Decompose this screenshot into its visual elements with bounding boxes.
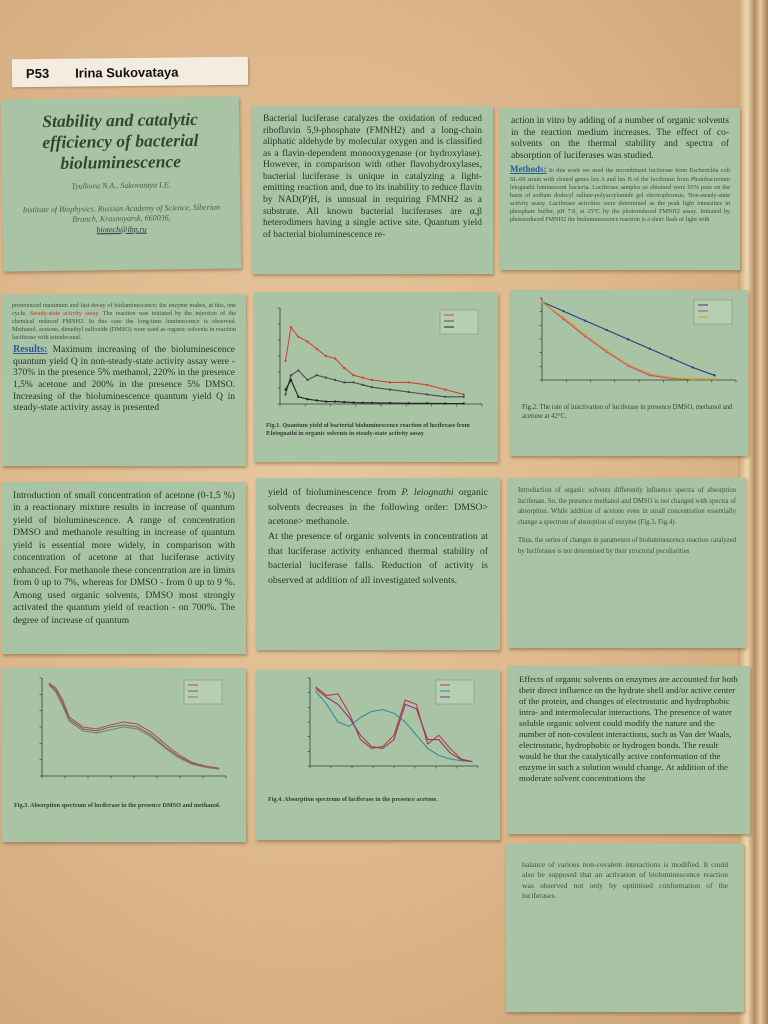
data-point bbox=[541, 301, 543, 303]
poster-institute: Institute of Biophysics, Russian Academy of Science, Siberian Branch, Krasnoyarsk, 660036, bbox=[22, 202, 221, 225]
data-point bbox=[407, 381, 409, 383]
fig2-chart bbox=[510, 290, 748, 396]
series-line-3 bbox=[286, 380, 464, 404]
order-species: P. leiognathi bbox=[401, 487, 454, 498]
data-point bbox=[284, 393, 286, 395]
data-point bbox=[426, 402, 428, 404]
results-text: Maximum increasing of the bioluminescence quantum yield Q in non-steady-state activity assay were - 370% in the presence 5% methanol, 220% in the presence 1,5% acetone and 200% in the presence 5% DMSO. Increasing of the bioluminescence quantum yield Q in steady-state activity assay is presented bbox=[13, 345, 236, 414]
data-point bbox=[692, 378, 694, 380]
methods-intro-text: action in vitro by adding of a number of organic solvents in the reaction medium increases. The effect of co-solvents on the thermal stability and spectra of absorption of luciferases was studied. bbox=[511, 116, 729, 161]
fig4-chart bbox=[256, 670, 500, 786]
spectra-text-2: Thus, the series of changes in parameters of bioluminescence reaction catalyzed by luciferases is not determined by their structural peculiarities bbox=[518, 537, 736, 555]
data-point bbox=[713, 374, 715, 376]
order-text-pre: yield of bioluminescence from bbox=[268, 487, 397, 498]
data-point bbox=[389, 402, 391, 404]
fig3-caption: Fig.3. Absorption spectrum of luciferase in the presence DMSO and methanol. bbox=[14, 802, 221, 809]
data-point bbox=[584, 319, 586, 321]
order-text-post: organic solvents decreases in the following order: DMSO> acetone> methanole. bbox=[268, 487, 488, 528]
spectra-text: Introduction of organic solvents differently influence spectra of absorption luciferase. So, the presence methanol and DMSO is not changed with spectra of absorption. While addition of acetone even in small concentration essentially change a spectrum of absorption of enzyme (Fig.3, Fig.4). bbox=[518, 487, 736, 526]
poster-code: P53 bbox=[25, 65, 50, 81]
methods-text: In this work we used the recombinant luciferase from Escherichia coli SL-60 strain with cloned genes lux A and lux B of the luciferase from Photobacterium leiognathi luminescent bacteria. Luciferase samples so obtained were 95% pure on the basis of sodium dodecyl sulfate-polyacrylamide gel electrophoresis. Non-steady-state activity assay. Luciferase activities were determined as the peak light intensities in phosphate buffer, pH 7.0, at 25°C by the photoreduced FMNH2 assay. Initiated by photoreduced FMNH2 the bioluminescence reaction is a short flash of light with bbox=[510, 167, 730, 224]
data-point bbox=[649, 373, 651, 375]
data-point bbox=[290, 379, 292, 381]
data-point bbox=[562, 310, 564, 312]
data-point bbox=[325, 400, 327, 402]
data-point bbox=[670, 357, 672, 359]
data-point bbox=[316, 348, 318, 350]
intro-card bbox=[252, 106, 493, 274]
data-point bbox=[627, 363, 629, 365]
data-point bbox=[334, 379, 336, 381]
fig4-card bbox=[256, 670, 500, 840]
data-point bbox=[407, 391, 409, 393]
data-point bbox=[352, 381, 354, 383]
fig3-chart bbox=[2, 668, 246, 798]
data-point bbox=[605, 329, 607, 331]
data-point bbox=[584, 334, 586, 336]
data-point bbox=[343, 401, 345, 403]
poster-authors: Tyulkova N.A., Sukovataya I.E. bbox=[71, 180, 171, 191]
data-point bbox=[306, 398, 308, 400]
series-line-1 bbox=[286, 327, 464, 394]
data-point bbox=[297, 396, 299, 398]
fig2-card bbox=[510, 290, 748, 456]
fig1-caption: Fig.1. Quantum yield of bacterial bioluminescence reaction of luciferase from P.leiognathi in organic solvents in steady-state activity assay bbox=[266, 422, 470, 438]
data-point bbox=[306, 379, 308, 381]
results-heading: Results: bbox=[13, 344, 48, 356]
series-line-2 bbox=[286, 370, 464, 396]
fig4-caption: Fig.4. Absorption spectrum of luciferase in the presence acetone. bbox=[268, 796, 438, 803]
data-point bbox=[444, 396, 446, 398]
data-point bbox=[713, 378, 715, 380]
data-point bbox=[290, 374, 292, 376]
data-point bbox=[361, 384, 363, 386]
data-point bbox=[352, 401, 354, 403]
data-point bbox=[316, 399, 318, 401]
final-text: balance of various non-covalent interactions is modified. It could also be supposed that an activation of bioluminescence reaction was observed not only by optimised conformation of the luciferases. bbox=[522, 860, 728, 900]
data-point bbox=[692, 366, 694, 368]
data-point bbox=[361, 376, 363, 378]
poster-author: Irina Sukovataya bbox=[75, 63, 179, 81]
spectra-card bbox=[508, 478, 746, 648]
results-highlight: Steady-state activity assay. bbox=[29, 310, 100, 318]
data-point bbox=[371, 386, 373, 388]
data-point bbox=[462, 396, 464, 398]
data-point bbox=[562, 316, 564, 318]
results-card bbox=[2, 294, 246, 466]
data-point bbox=[284, 360, 286, 362]
data-point bbox=[284, 388, 286, 390]
legend-box bbox=[440, 310, 478, 334]
data-point bbox=[444, 388, 446, 390]
intro-text: Bacterial luciferase catalyzes the oxidation of reduced riboflavin 5,9-phosphate (FMNH2) and a long-chain aliphatic aldehyde by molecular oxygen and is classified as a flavin-dependent monooxygenase (or hydroxylase). However, in comparison with other flavohydroxylases, bacterial luciferase is unique in catalyzing a light-emitting reaction and, due to its inability to reduce flavin by NAD(P)H, is unusual in requiring FMNH2 as a substrate. All known bacterial luciferases are α,β heterodimers having a single active site. Quantum yield of bacterial bioluminescence re- bbox=[263, 114, 482, 240]
data-point bbox=[325, 355, 327, 357]
legend-box bbox=[436, 680, 474, 704]
data-point bbox=[426, 393, 428, 395]
data-point bbox=[426, 384, 428, 386]
data-point bbox=[306, 340, 308, 342]
poster-label bbox=[12, 57, 248, 87]
effects-card bbox=[508, 666, 750, 834]
data-point bbox=[371, 379, 373, 381]
title-card bbox=[1, 96, 241, 271]
data-point bbox=[334, 357, 336, 359]
methods-card bbox=[500, 108, 740, 270]
data-point bbox=[352, 374, 354, 376]
fig1-chart bbox=[254, 292, 498, 422]
data-point bbox=[361, 402, 363, 404]
concentration-text: Introduction of small concentration of acetone (0-1,5 %) in a reactionary mixture results in increase of quantum yield of bioluminescence. A range of concentration DMSO and methanole resulting in increase of quantum yield is essential more widely, in comparison with concentration of acetone at that luciferase activity enhanced. For methanole these concentration are in limits from 0 up to 7%, whereas for DMSO - from 0 up to 9 %. Among used organic solvents, DMSO most strongly activated the quantum yield of reaction - on 700%. The degree of increase of quantum bbox=[13, 490, 235, 626]
legend-box bbox=[184, 680, 222, 704]
methods-heading: Methods: bbox=[510, 164, 547, 175]
data-point bbox=[389, 388, 391, 390]
fig1-card bbox=[254, 292, 498, 462]
data-point bbox=[462, 402, 464, 404]
data-point bbox=[316, 374, 318, 376]
data-point bbox=[605, 349, 607, 351]
data-point bbox=[444, 402, 446, 404]
poster-title: Stability and catalytic efficiency of bacterial bioluminescence bbox=[42, 108, 199, 173]
poster-email: biotech@ibp.ru bbox=[96, 224, 147, 235]
results-pre-text: pronounced maximum and fast decay of bioluminescence; the enzyme makes, at this, one cycle. bbox=[12, 302, 236, 318]
data-point bbox=[670, 376, 672, 378]
data-point bbox=[649, 348, 651, 350]
data-point bbox=[297, 369, 299, 371]
data-point bbox=[297, 336, 299, 338]
order-card bbox=[256, 478, 500, 650]
data-point bbox=[290, 326, 292, 328]
results-pre-text-2: The reaction was initiated by the injection of the chemical reduced FMNH2. In this case the long-time luminescence is observed. Methanol, acetone, dimethyl sulfoxide (DMSO) were used as organic solvents in reaction luciferase with tetradecanal. bbox=[12, 310, 237, 342]
fig3-card bbox=[2, 668, 246, 842]
data-point bbox=[334, 400, 336, 402]
data-point bbox=[627, 338, 629, 340]
legend-box bbox=[694, 300, 732, 324]
data-point bbox=[371, 402, 373, 404]
final-card bbox=[506, 844, 744, 1012]
data-point bbox=[343, 381, 345, 383]
effects-text: Effects of organic solvents on enzymes are accounted for both their direct influence on the hydrate shell and/or active center of the protein, and changes of electrostatic and hydrophobic intra- and intermolecular interactions. The presence of water soluble organic solvent could modify the nature and the number of non-covalent interactions, such as Van der Waals, electrostatic, hydrophobic or hydrogen bonds. The result would be that the catalytically active conformation of the enzyme in such a solution would change. At addition of the moderate solvent concentrations the bbox=[519, 674, 738, 783]
concentration-card bbox=[2, 482, 246, 654]
data-point bbox=[343, 367, 345, 369]
data-point bbox=[389, 381, 391, 383]
data-point bbox=[325, 376, 327, 378]
fig2-caption: Fig.2. The rate of inactivation of luciferase in presence DMSO, methanol and acetone at 42°C. bbox=[522, 404, 733, 420]
data-point bbox=[407, 402, 409, 404]
data-point bbox=[462, 393, 464, 395]
order-text-2: At the presence of organic solvents in concentration at that luciferase activity enhanced thermal stability of bacterial luciferase falls. Reduction of activity is observed at addition of all investigated solvents. bbox=[268, 531, 488, 587]
